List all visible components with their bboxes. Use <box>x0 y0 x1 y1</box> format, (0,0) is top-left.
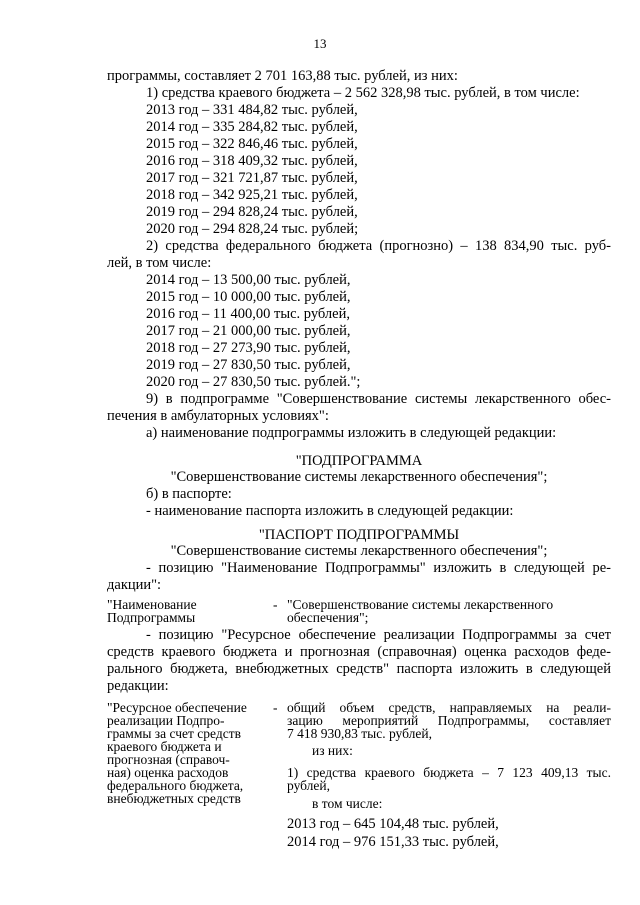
table2-right: 1) средства краевого бюджета – 7 123 409,13 тыс. <box>287 765 611 780</box>
body-line: рального бюджета, внебюджетных средств" паспорта изложить в следующей <box>107 661 611 677</box>
year-line: 2019 год – 27 830,50 тыс. рублей, <box>146 357 351 373</box>
table2-left: федерального бюджета, <box>107 778 244 793</box>
year-line: 2015 год – 10 000,00 тыс. рублей, <box>146 289 351 305</box>
body-line: средств краевого бюджета и прогнозная (справочная) оценка расходов феде- <box>107 644 611 660</box>
year-line: 2016 год – 318 409,32 тыс. рублей, <box>146 153 358 169</box>
body-line: программы, составляет 2 701 163,88 тыс. рублей, из них: <box>107 68 458 84</box>
table2-right: в том числе: <box>312 796 383 811</box>
year-line: 2014 год – 13 500,00 тыс. рублей, <box>146 272 351 288</box>
table2-left: внебюджетных средств <box>107 791 241 806</box>
table2-right: зацию мероприятий Подпрограммы, составляет <box>287 713 611 728</box>
year-line: 2020 год – 294 828,24 тыс. рублей; <box>146 221 359 237</box>
body-line: печения в амбулаторных условиях": <box>107 408 329 424</box>
body-line: 9) в подпрограмме "Совершенствование системы лекарственного обес- <box>146 391 611 407</box>
year-line: 2016 год – 11 400,00 тыс. рублей, <box>146 306 350 322</box>
table2-left: краевого бюджета и <box>107 739 222 754</box>
passport-heading: "ПАСПОРТ ПОДПРОГРАММЫ <box>258 527 460 543</box>
table2-right: общий объем средств, направляемых на реали- <box>287 700 611 715</box>
body-line: 1) средства краевого бюджета – 2 562 328,98 тыс. рублей, в том числе: <box>146 85 580 101</box>
table2-left: граммы за счет средств <box>107 726 241 741</box>
table2-year-line: 2013 год – 645 104,48 тыс. рублей, <box>287 816 499 832</box>
year-line: 2018 год – 342 925,21 тыс. рублей, <box>146 187 358 203</box>
table1-left: "Наименование <box>107 597 197 612</box>
body-line: редакции: <box>107 678 169 694</box>
subprogram-title: "Совершенствование системы лекарственного обеспечения"; <box>170 469 548 485</box>
table2-left: "Ресурсное обеспечение <box>107 700 247 715</box>
page-number: 13 <box>313 36 327 51</box>
year-line: 2017 год – 321 721,87 тыс. рублей, <box>146 170 358 186</box>
passport-title: "Совершенствование системы лекарственного обеспечения"; <box>170 543 548 559</box>
year-line: 2019 год – 294 828,24 тыс. рублей, <box>146 204 358 220</box>
table2-right: из них: <box>312 743 353 758</box>
table2-left: прогнозная (справоч- <box>107 752 230 767</box>
table2-dash: - <box>273 700 278 715</box>
year-line: 2013 год – 331 484,82 тыс. рублей, <box>146 102 358 118</box>
table2-year-line: 2014 год – 976 151,33 тыс. рублей, <box>287 834 499 850</box>
table1-right: "Совершенствование системы лекарственного <box>287 597 554 612</box>
table1-dash: - <box>273 597 278 612</box>
body-line: 2) средства федерального бюджета (прогнозно) – 138 834,90 тыс. руб- <box>146 238 611 254</box>
subprogram-heading: "ПОДПРОГРАММА <box>295 453 423 469</box>
table2-left: реализации Подпро- <box>107 713 225 728</box>
body-line: лей, в том числе: <box>107 255 212 271</box>
body-line: - наименование паспорта изложить в следующей редакции: <box>146 503 514 519</box>
year-line: 2018 год – 27 273,90 тыс. рублей, <box>146 340 351 356</box>
body-line: а) наименование подпрограммы изложить в следующей редакции: <box>146 425 557 441</box>
table1-right: обеспечения"; <box>287 610 369 625</box>
year-line: 2017 год – 21 000,00 тыс. рублей, <box>146 323 351 339</box>
year-line: 2020 год – 27 830,50 тыс. рублей."; <box>146 374 361 390</box>
table2-right: рублей, <box>287 778 331 793</box>
body-line: дакции": <box>107 577 162 593</box>
body-line: - позицию "Ресурсное обеспечение реализации Подпрограммы за счет <box>146 627 611 643</box>
table1-left: Подпрограммы <box>107 610 196 625</box>
table2-right: 7 418 930,83 тыс. рублей, <box>287 726 432 741</box>
body-line: б) в паспорте: <box>146 486 232 502</box>
year-line: 2014 год – 335 284,82 тыс. рублей, <box>146 119 358 135</box>
table2-left: ная) оценка расходов <box>107 765 229 780</box>
body-line: - позицию "Наименование Подпрограммы" изложить в следующей ре- <box>146 560 611 576</box>
year-line: 2015 год – 322 846,46 тыс. рублей, <box>146 136 358 152</box>
